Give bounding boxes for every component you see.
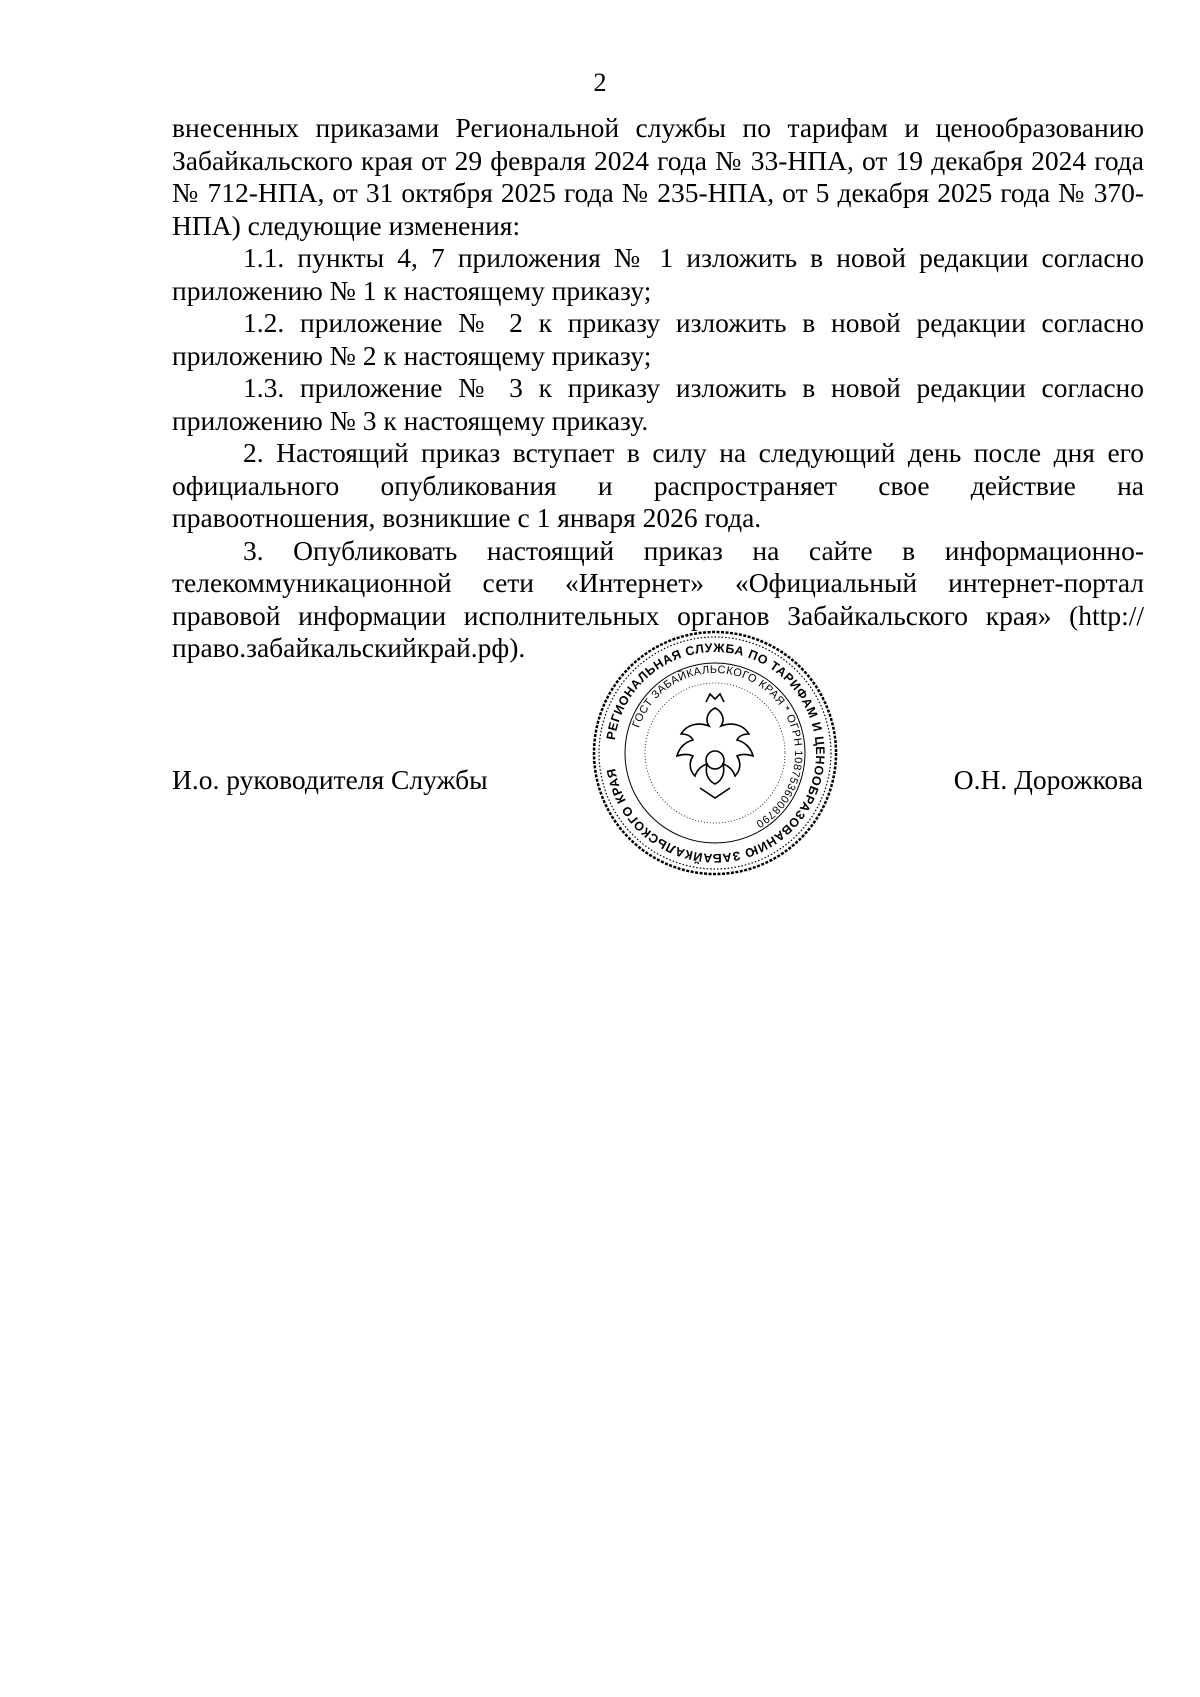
paragraph-intro: внесенных приказами Региональной службы по тарифам и ценообразованию Забайкальского края от 29 февраля 2024 года № 33-НПА, от 19 декабря 2024 года № 712-НПА, от 31 октября 2025 года № 235-НПА, от 5 декабря 2025 года № 370-НПА) следующие изменения: (172, 112, 1144, 241)
coat-of-arms-emblem (677, 694, 753, 798)
paragraph-1-1: 1.1. пункты 4, 7 приложения № 1 изложить в новой редакции согласно приложению № 1 к настоящему приказу; (172, 242, 1144, 306)
paragraph-2: 2. Настоящий приказ вступает в силу на следующий день после дня его официального опубликования и распространяет свое действие на правоотношения, возникшие с 1 января 2026 года. (172, 437, 1144, 533)
page-number: 2 (593, 68, 607, 97)
paragraph-1-2: 1.2. приложение № 2 к приказу изложить в новой редакции согласно приложению № 2 к настоящему приказу; (172, 307, 1144, 371)
seal-outer-text: РЕГИОНАЛЬНАЯ СЛУЖБА ПО ТАРИФАМ И ЦЕНООБРАЗОВАНИЮ ЗАБАЙКАЛЬСКОГО КРАЯ (603, 640, 828, 866)
paragraph-1-3: 1.3. приложение № 3 к приказу изложить в новой редакции согласно приложению № 3 к настоящему приказу. (172, 372, 1144, 436)
seal-inner-text: ГОСТ ЗАБАЙКАЛЬСКОГО КРАЯ * ОГРН 1087536008790 (630, 663, 805, 830)
official-seal (590, 628, 840, 878)
signature-name: О.Н. Дорожкова (953, 764, 1143, 795)
signature-position: И.о. руководителя Службы (172, 764, 488, 795)
paragraph-3: 3. Опубликовать настоящий приказ на сайте в информационно-телекоммуникационной сети «Интернет» «Официальный интернет-портал правовой информации исполнительных органов Забайкальского края» (http://право.забайкальскийкрай.рф). (172, 534, 1144, 663)
document-body (172, 112, 1144, 665)
